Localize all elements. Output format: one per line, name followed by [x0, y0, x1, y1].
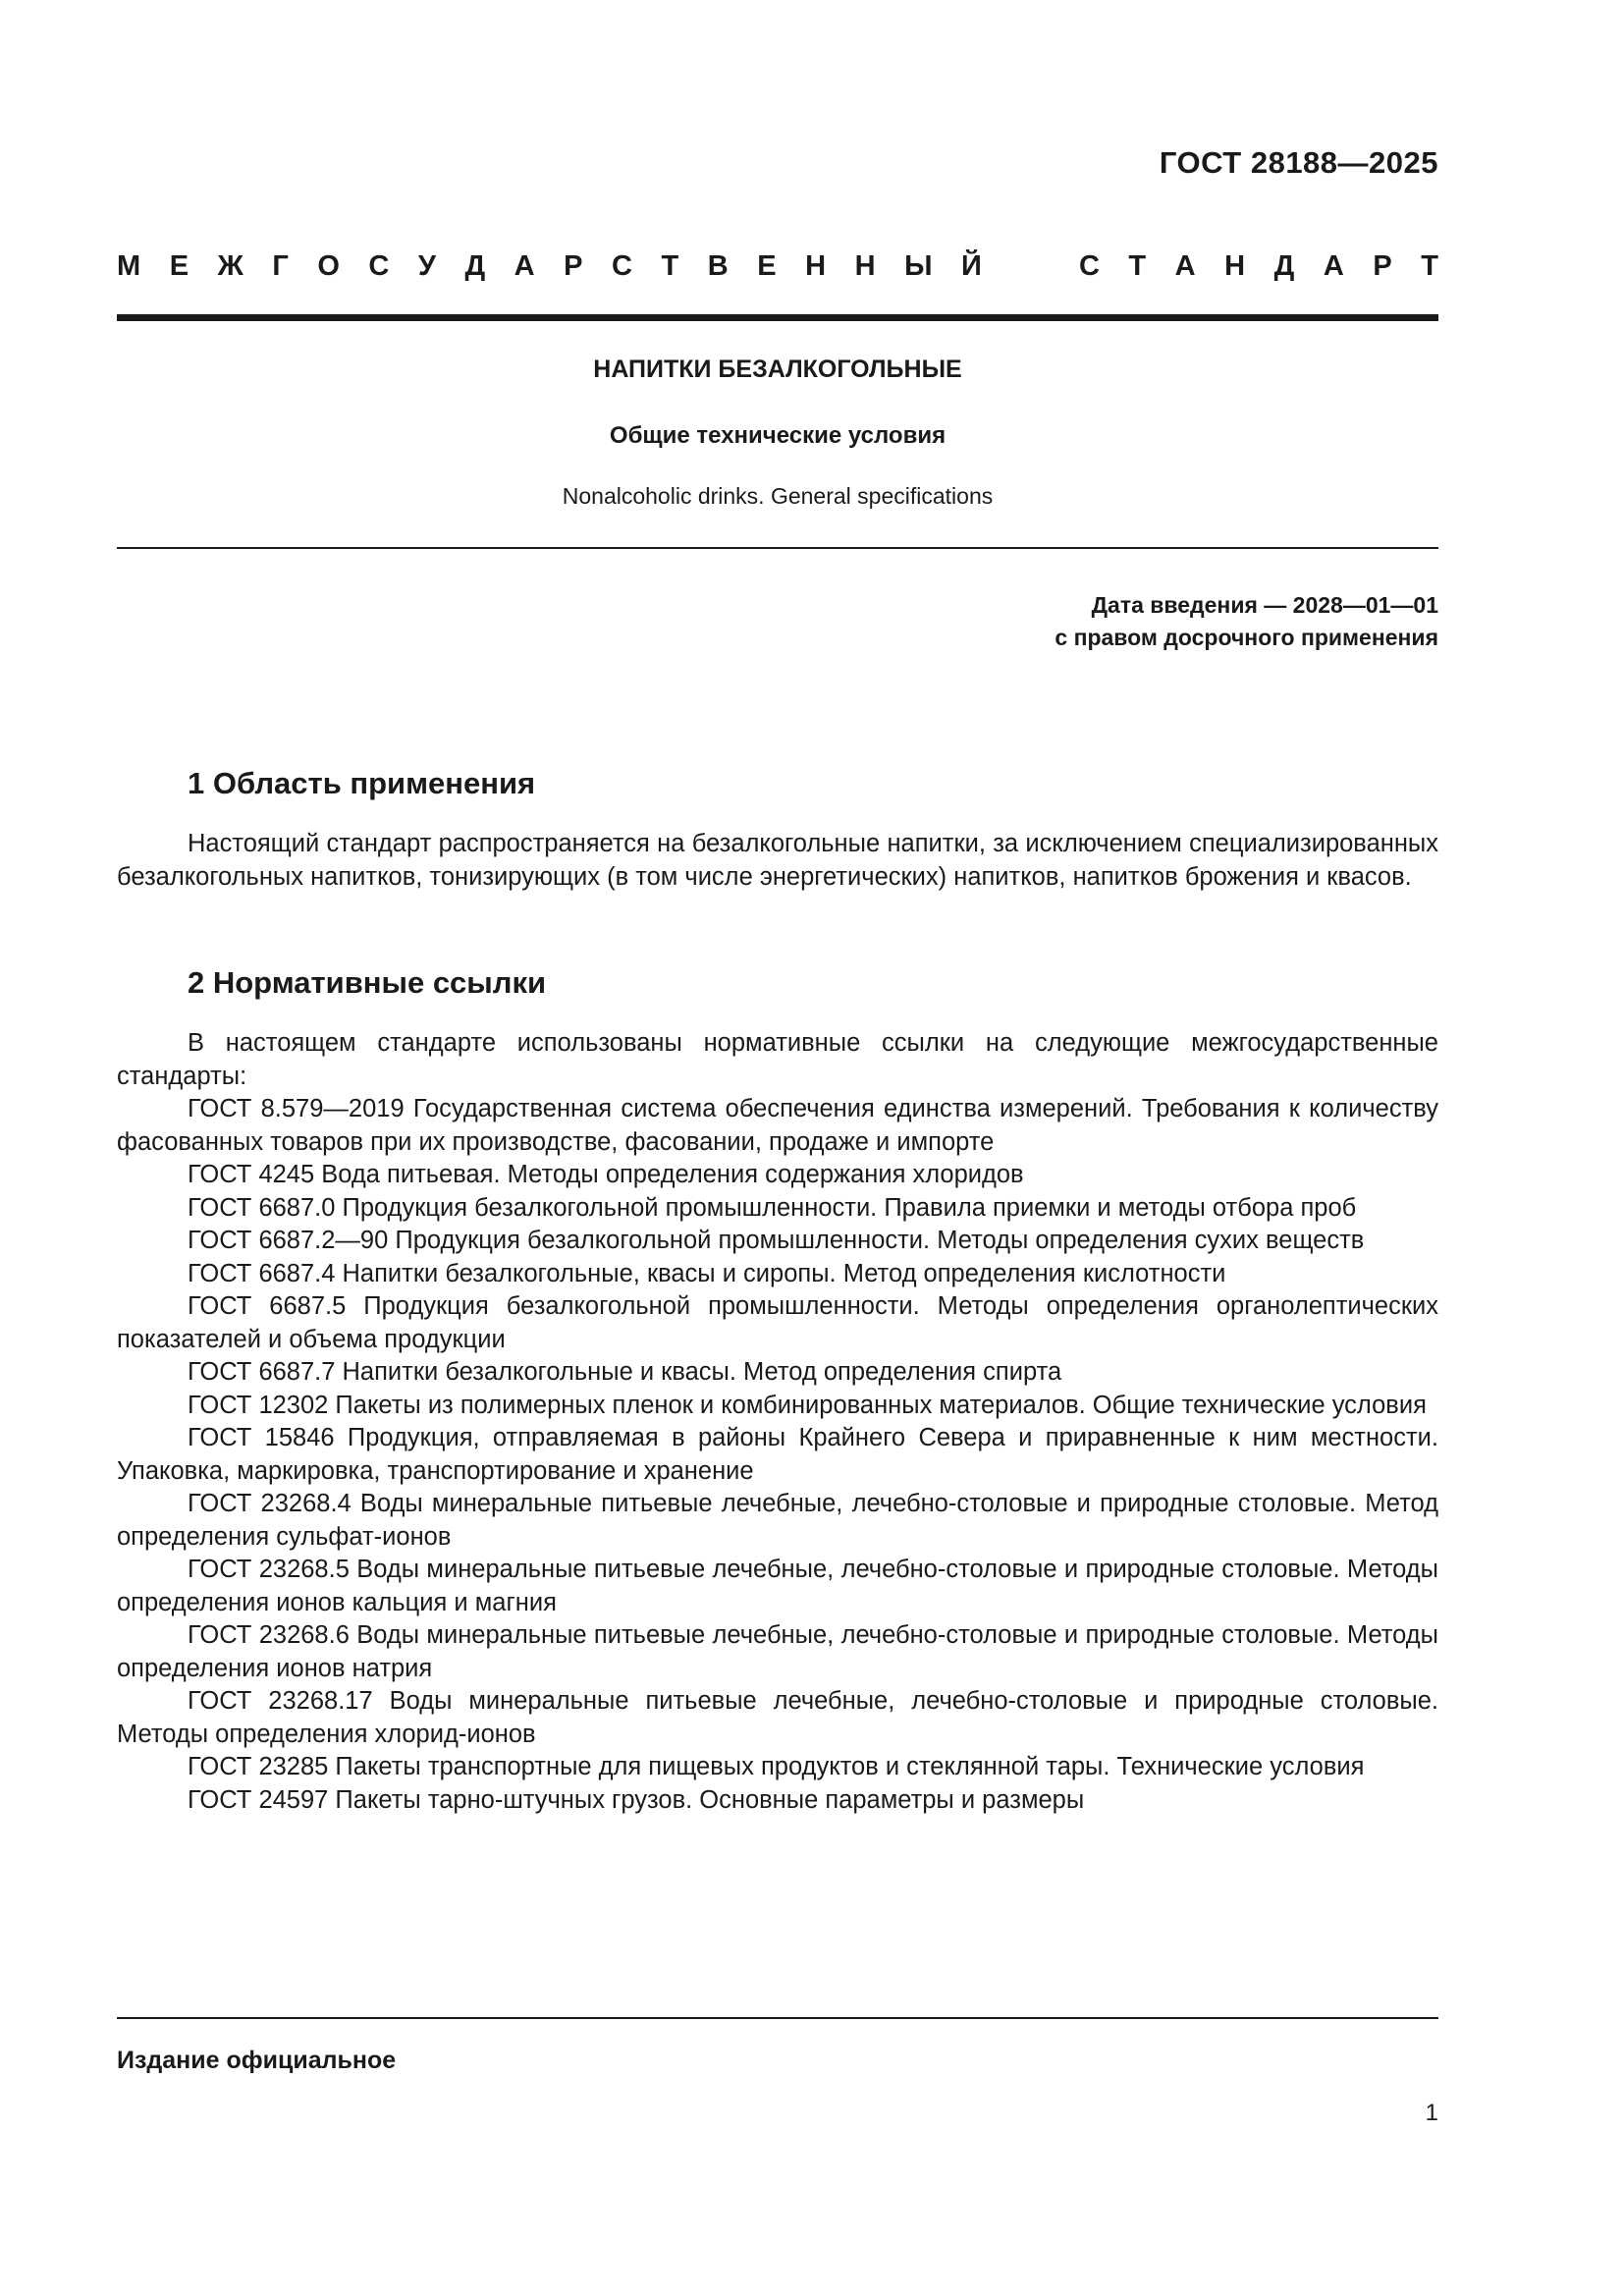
official-edition-label: Издание официальное	[117, 2047, 397, 2074]
normative-reference: ГОСТ 23268.17 Воды минеральные питьевые лечебные, лечебно-столовые и природные столовые. Методы определения хлорид-ионов	[117, 1687, 1438, 1748]
standard-type-letter: Р	[564, 250, 583, 282]
normative-reference: ГОСТ 6687.2—90 Продукция безалкогольной промышленности. Методы определения сухих веществ	[188, 1227, 1365, 1254]
standard-type-letter: А	[514, 250, 535, 282]
standard-type-letter: С	[368, 250, 390, 282]
standard-type-letter: А	[1323, 250, 1344, 282]
standard-type-letter: Д	[1273, 250, 1295, 282]
word-gap	[1010, 250, 1050, 283]
standard-type-letter: В	[707, 250, 729, 282]
standard-type-letter: Н	[1224, 250, 1246, 282]
normative-reference: ГОСТ 23268.4 Воды минеральные питьевые лечебные, лечебно-столовые и природные столовые. Метод определения сульфат-ионов	[117, 1490, 1438, 1551]
standard-type-letter: Н	[805, 250, 827, 282]
standard-type-letter: Т	[661, 250, 679, 282]
normative-reference: ГОСТ 6687.0 Продукция безалкогольной промышленности. Правила приемки и методы отбора проб	[188, 1193, 1357, 1222]
section-1-body	[117, 828, 1438, 894]
standard-type-letter: Й	[961, 250, 982, 282]
standard-type-letter: Ы	[904, 250, 933, 282]
normative-reference: ГОСТ 23268.6 Воды минеральные питьевые лечебные, лечебно-столовые и природные столовые. Методы определения ионов натрия	[117, 1621, 1438, 1682]
standard-type-letter: С	[612, 250, 632, 282]
standard-type-letter: О	[317, 250, 340, 282]
introduction-date	[1055, 589, 1438, 654]
section-2-heading: 2 Нормативные ссылки	[188, 965, 547, 1000]
normative-reference: ГОСТ 8.579—2019 Государственная система обеспечения единства измерений. Требования к количеству фасованных товаров при их производстве, фасовании, продаже и импорте	[117, 1095, 1438, 1156]
standard-type-letter: Т	[1421, 250, 1438, 282]
standard-type-letter: С	[1078, 250, 1100, 282]
standard-type-letter: Е	[169, 250, 189, 282]
standard-type-letter: М	[117, 250, 141, 282]
document-title-english: Nonalcoholic drinks. General specifications	[562, 483, 994, 509]
normative-reference: ГОСТ 6687.5 Продукция безалкогольной промышленности. Методы определения органолептических показателей и объема продукции	[117, 1292, 1438, 1353]
standard-type-letter: Т	[1128, 250, 1147, 282]
standard-type-letter: Д	[464, 250, 486, 282]
normative-reference: ГОСТ 15846 Продукция, отправляемая в районы Крайнего Севера и приравненные к ним местности. Упаковка, маркировка, транспортирование и хранение	[117, 1424, 1438, 1485]
normative-reference: ГОСТ 23285 Пакеты транспортные для пищевых продуктов и стеклянной тары. Технические условия	[188, 1753, 1365, 1780]
footer-rule	[117, 2017, 1438, 2019]
section-2-intro: В настоящем стандарте использованы нормативные ссылки на следующие межгосударственные стандарты:	[117, 1029, 1438, 1090]
gost-number: ГОСТ 28188—2025	[1159, 145, 1438, 180]
document-subtitle: Общие технические условия	[609, 422, 947, 449]
page-number: 1	[1425, 2100, 1438, 2126]
document-title: НАПИТКИ БЕЗАЛКОГОЛЬНЫЕ	[593, 355, 962, 383]
normative-reference: ГОСТ 4245 Вода питьевая. Методы определения содержания хлоридов	[188, 1161, 1024, 1188]
standard-type-letter: У	[417, 250, 436, 282]
normative-reference: ГОСТ 24597 Пакеты тарно-штучных грузов. Основные параметры и размеры	[188, 1785, 1085, 1814]
normative-reference: ГОСТ 23268.5 Воды минеральные питьевые лечебные, лечебно-столовые и природные столовые. Методы определения ионов кальция и магния	[117, 1556, 1438, 1616]
introduction-date-line: Дата введения — 2028—01—01	[1091, 592, 1438, 618]
section-1-heading: 1 Область применения	[188, 766, 536, 800]
normative-reference: ГОСТ 6687.4 Напитки безалкогольные, квасы и сиропы. Метод определения кислотности	[188, 1259, 1226, 1287]
section-2-body	[117, 1027, 1438, 1817]
section-1-paragraph: Настоящий стандарт распространяется на безалкогольные напитки, за исключением специализированных безалкогольных напитков, тонизирующих (в том числе энергетических) напитков, напитков брожения и квасов.	[117, 830, 1438, 891]
standard-type-letter: Н	[854, 250, 876, 282]
document-page	[117, 0, 1438, 2296]
standard-type-letter: А	[1174, 250, 1196, 282]
standard-type-letter: Е	[757, 250, 777, 282]
standard-type-letter: Г	[272, 250, 289, 282]
standard-type-letter: Р	[1373, 250, 1392, 282]
early-application-line: с правом досрочного применения	[1055, 625, 1438, 650]
normative-reference: ГОСТ 6687.7 Напитки безалкогольные и квасы. Метод определения спирта	[188, 1358, 1062, 1386]
title-rule	[117, 547, 1438, 549]
standard-type-header	[117, 250, 1438, 283]
normative-reference: ГОСТ 12302 Пакеты из полимерных пленок и комбинированных материалов. Общие технические условия	[188, 1391, 1427, 1419]
header-thick-rule	[117, 314, 1438, 321]
standard-type-letter: Ж	[217, 250, 243, 282]
